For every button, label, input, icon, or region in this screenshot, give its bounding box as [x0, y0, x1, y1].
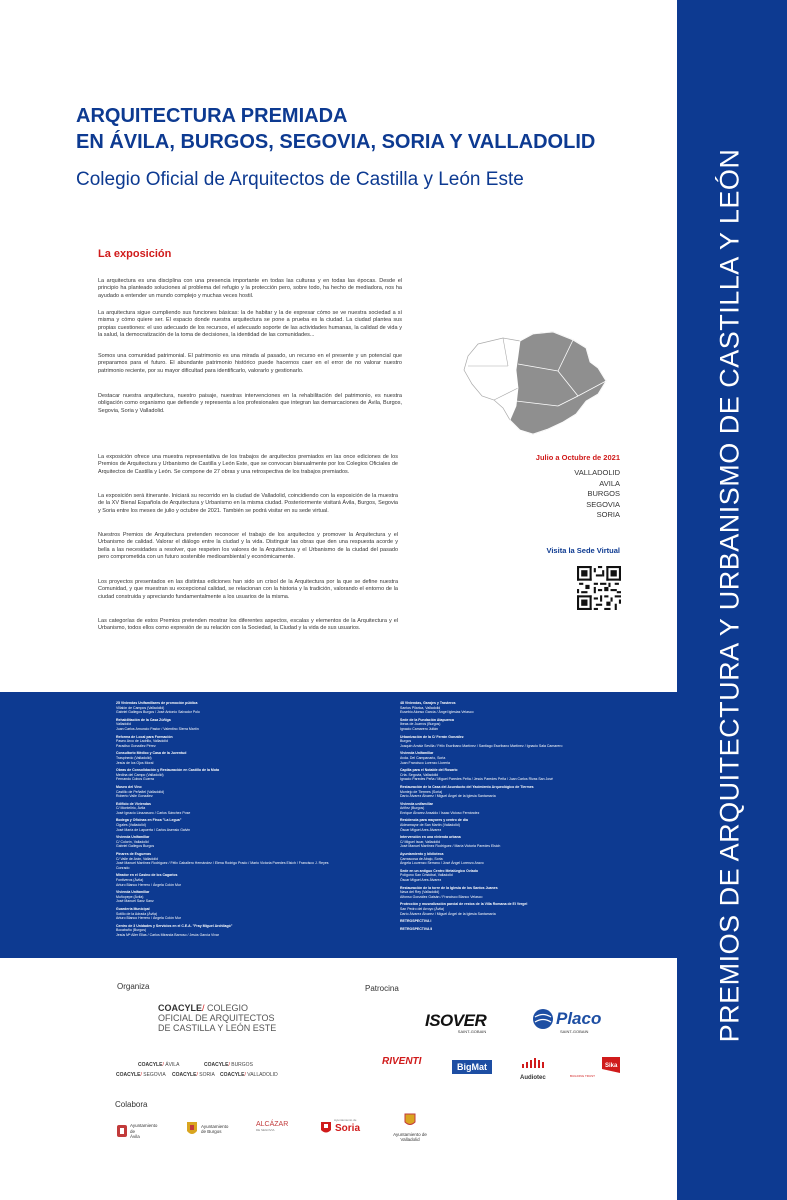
- sub-brand: COACYLE: [116, 1072, 141, 1078]
- coacyle-line-2: OFICIAL DE ARQUITECTOS: [158, 1013, 275, 1023]
- work-item: [116, 802, 336, 816]
- body-paragraph-3: Nuestros Premios de Arquitectura pretenden reconocer el trabajo de los arquitectos y promover la Arquitectura y el Urbanismo de calidad. Valorar el diálogo entre la ciudad y la vida. Distinguir las obras que den una respuesta acorde y bella a las necesidades a resolver, que respeten los valores de la Arquitectura y el Urbanismo de la ciudad del pasado pero comprometida con un futuro sostenible medioambiental y económicamente.: [98, 532, 398, 560]
- work-authors: Jesús Mª Aller Ellas / Carlos Miranda Barroso / Jesús García Vivar: [116, 932, 219, 937]
- sika-logo: [570, 1055, 622, 1078]
- work-item: [116, 907, 336, 921]
- alcazar-word: ALCÁZAR: [256, 1121, 289, 1128]
- work-title: Restauración de la torre de la Iglesia de los Santos Juanes: [400, 885, 498, 890]
- work-place: Burgos: [400, 739, 412, 744]
- sub-place: BURGOS: [231, 1062, 253, 1068]
- audiotec-word: Audiotec: [520, 1075, 546, 1081]
- sika-sub: BUILDING TRUST: [570, 1074, 595, 1078]
- section-heading: La exposición: [98, 248, 172, 260]
- audiotec-bars-icon: [520, 1058, 550, 1068]
- subtitle: Colegio Oficial de Arquitectos de Castilla y León Este: [76, 169, 524, 190]
- work-authors: Juan Carlos Arnuncio Pastor / Valentino Sierra Martín: [116, 726, 199, 731]
- work-authors: Darío Álvarez Álvarez / Miguel Ángel de la Iglesia Santamaría: [400, 794, 496, 799]
- work-authors: Ignacio Camarero Julián: [400, 726, 438, 731]
- work-place: C/ Montelirio, Ávila: [116, 806, 146, 811]
- intro-paragraph-1: La arquitectura es una disciplina con una presencia importante en todas las culturas y en todas las épocas. Desde el principio ha planteado soluciones al problema del refugio y la protección pero, sobre todo, ha hecho de mediadora, nos ha ayudado a entender un mundo complejo y muchas veces hostil.: [98, 278, 402, 299]
- coacyle-logo: [158, 1003, 276, 1033]
- city-burgos: BURGOS: [587, 489, 620, 498]
- work-item: [400, 919, 620, 924]
- city-segovia: SEGOVIA: [586, 499, 620, 509]
- main-title: [76, 103, 595, 155]
- intro-paragraph-3: Somos una comunidad patrimonial. El patrimonio es una mirada al pasado, un recurso en el presente y un potencial que preparamos para el futuro. El abundante patrimonio histórico puede hacernos caer en el error de no valorar nuestro patrimonio reciente, por su mayor dificultad para identificarlo, valorarlo y gestionarlo.: [98, 353, 402, 374]
- work-authors: Paradiso González Pérez: [116, 743, 156, 748]
- work-item: [400, 902, 620, 916]
- work-item: [116, 735, 336, 749]
- work-place: Carrascosa de Abajo, Soria: [400, 856, 443, 861]
- work-title: RETROSPECTIVA II: [400, 926, 433, 931]
- castilla-leon-map: [458, 326, 618, 446]
- work-item: [400, 869, 620, 883]
- work-title: Vivienda unifamiliar: [400, 801, 434, 806]
- work-place: C/ Miguel Iscar, Valladolid: [400, 839, 441, 844]
- work-title: Sede en un antiguo Centro Metalúrgico Ovlado: [400, 868, 478, 873]
- work-title: Restauración de la Casa del Acueducto del Yacimiento Arqueológico de Tiermes: [400, 784, 534, 789]
- placo-word: Placo: [556, 1009, 602, 1028]
- work-place: Polígono San Cristóbal, Valladolid: [400, 873, 453, 878]
- burgos-line-1: Ayuntamiento: [201, 1123, 229, 1129]
- burgos-crest-icon: [186, 1121, 198, 1137]
- work-title: Vivienda Unifamiliar: [400, 751, 434, 756]
- work-place: C/ Valle de Arán, Valladolid: [116, 856, 158, 861]
- work-place: Villalón de Campos (Valladolid): [116, 705, 165, 710]
- work-title: Vivienda Unifamiliar: [116, 890, 150, 895]
- slash-mark: /: [202, 1003, 205, 1013]
- work-item: [116, 890, 336, 904]
- coacyle-avila-logo: COACYLE/ ÁVILA: [138, 1062, 180, 1068]
- work-place: San Pedro del Arroyo (Ávila): [400, 906, 445, 911]
- sub-place: SEGOVIA: [143, 1072, 166, 1078]
- work-authors: Jesús de los Ojos Moral: [116, 760, 154, 765]
- sub-brand: COACYLE: [220, 1072, 245, 1078]
- coacyle-line-3: DE CASTILLA Y LEÓN ESTE: [158, 1023, 277, 1033]
- city-avila: AVILA: [599, 478, 620, 488]
- work-authors: José María de Lapuerta / Carlos Asensio Galvin: [116, 827, 191, 832]
- avila-line-1: Ayuntamiento: [130, 1123, 158, 1128]
- work-item: [116, 852, 336, 870]
- work-title: Centro de 3 Unidades y Servicios en el C.E.A. "Fray Miguel Archilagó": [116, 923, 233, 928]
- work-authors: Arturo Blanco Herrero / Ángela Colón Mur: [116, 916, 181, 921]
- work-item: [116, 768, 336, 782]
- work-item: [400, 785, 620, 799]
- qr-code[interactable]: [577, 566, 621, 610]
- coacyle-valladolid-logo: COACYLE/ VALLADOLID: [220, 1072, 278, 1078]
- work-authors: Enrique Álvarez Ansaldo / Isaac Vicioso Fernández: [400, 810, 480, 815]
- work-place: Ariñez (Burgos): [400, 806, 425, 811]
- work-authors: Óscar Miguel Ares Álvarez: [400, 878, 442, 882]
- work-item: [400, 735, 620, 749]
- globe-icon: [532, 1008, 554, 1030]
- work-item: [116, 873, 336, 887]
- work-title: RETROSPECTIVA I: [400, 919, 432, 924]
- work-item: [400, 886, 620, 900]
- work-item: [116, 701, 336, 715]
- work-authors: Roberto Valle González: [116, 794, 153, 799]
- avila-crest-icon: [117, 1125, 127, 1137]
- soria-word: Soria: [335, 1122, 361, 1134]
- work-item: [116, 818, 336, 832]
- work-title: Residencia para mayores y centro de día: [400, 818, 468, 823]
- work-item: [400, 927, 620, 932]
- coacyle-burgos-logo: COACYLE/ BURGOS: [204, 1062, 253, 1068]
- work-authors: Óscar Miguel Ares Álvarez: [400, 827, 442, 832]
- work-title: 25 Viviendas Unifamiliares de promoción pública: [116, 701, 198, 705]
- work-title: Protección y musealización parcial de restos de la Villa Romana de El Vergel: [400, 902, 528, 907]
- work-title: Pinares de Esguevas: [116, 852, 152, 857]
- work-title: Urbanización de la C/ Ferrán González: [400, 734, 464, 739]
- body-paragraph-5: Las categorías de estos Premios pretenden mostrar los diferentes aspectos, escalas y elementos de la Arquitectura y el Urbanismo, todos ellos como expresión de su relación con la Sociedad, la Ciudad y la vida de sus usuarios.: [98, 618, 398, 632]
- work-authors: Ignacio Paredes Peña / Miguel Paredes Peña / Jesús Paredes Peña / Juan Carlos Rivas San José: [400, 777, 553, 782]
- work-authors: José Manuel Martínez Rodríguez / Félix Caballero Hernández / Elena Rodrigo Prado / Mario Victoria Paredes Elsich / Francisco J. Reyes Conrado: [116, 861, 329, 870]
- work-title: Sede de la Fundación Atapuerca: [400, 717, 454, 722]
- work-place: Fontiveros (Ávila): [116, 878, 144, 882]
- avila-line-2: de: [130, 1128, 136, 1134]
- work-place: Paseo Arco de Ladrillo, Valladolid: [116, 739, 168, 744]
- audiotec-logo: [520, 1055, 550, 1081]
- work-title: Vivienda Unifamiliar: [116, 835, 150, 840]
- work-item: [400, 852, 620, 866]
- works-list-left: [116, 701, 336, 941]
- work-item: [116, 924, 336, 938]
- isover-logo: [425, 1011, 486, 1034]
- work-item: [400, 718, 620, 732]
- body-paragraph-2: La exposición será itinerante. Iniciará su recorrido en la ciudad de Valladolid, coincidiendo con la exposición de la muestra de la XV Bienal Española de Arquitectura y Urbanismo en la misma ciudad. Posteriormente visitará Ávila, Burgos, Segovia y Soria entre los meses de julio y octubre de 2021. También se podrá visitar en su sede virtual.: [98, 493, 398, 514]
- work-place: Bocabaño (Burgos): [116, 928, 147, 933]
- ayto-valladolid-logo: [390, 1113, 430, 1142]
- work-title: Mirador en el Casino de los Cagarios: [116, 873, 178, 878]
- work-authors: Gabriel Gallegos Burgos / José Antonio Salvador Polo: [116, 710, 200, 715]
- work-title: Rehabilitación de la Casa Zúñiga: [116, 717, 171, 722]
- valladolid-line-1: Ayuntamiento de: [393, 1132, 427, 1137]
- work-item: [116, 785, 336, 799]
- work-authors: Juan Francisco Lorenzo Lloreria: [400, 760, 450, 765]
- work-place: Castillo de Peñafiel (Valladolid): [116, 789, 165, 794]
- placo-logo: [532, 1008, 602, 1035]
- alcazar-sub: DE SEGOVIA: [256, 1128, 275, 1132]
- avila-line-3: Ávila: [130, 1134, 140, 1139]
- work-authors: José Manuel Martínez Rodríguez / María Victoria Paredes Elsich: [400, 844, 501, 849]
- sub-place: VALLADOLID: [247, 1072, 278, 1078]
- work-place: Nava del Rey (Valladolid): [400, 890, 440, 895]
- soria-sub: Ayuntamiento de: [334, 1118, 357, 1122]
- work-title: Consultorio Médico y Casa de la Juventud: [116, 751, 187, 756]
- work-authors: Joaquín Arnáiz Sevilla / Félix Escribano Martínez / Santiago Escribano Martínez / Ignacio Sala Camarero: [400, 743, 563, 748]
- coacyle-brand: COACYLE: [158, 1003, 203, 1013]
- sub-brand: COACYLE: [204, 1062, 229, 1068]
- coacyle-soria-logo: COACYLE/ SORIA: [172, 1072, 215, 1078]
- body-paragraph-1: La exposición ofrece una muestra representativa de los trabajos de arquitectos premiados en las once ediciones de los Premios de Arquitectura y Urbanismo de Castilla y León Este, que se convocan bianualmente por los Colegios Oficiales de Arquitectos de Castilla y León. Se compone de 27 obras y una retrospectiva de los trabajos premiados.: [98, 454, 398, 475]
- ayto-burgos-logo: [186, 1121, 228, 1137]
- work-place: Avda. Del Campanario, Soria: [400, 755, 446, 760]
- intro-paragraph-2: La arquitectura sigue cumpliendo sus funciones básicas: la de habitar y la de expresar cómo se ve nuestra sociedad a sí misma y cómo quiere ser. El espacio donde nuestra arquitectura se pone a prueba es la ciudad. La ciudad plantea sus propias cuestiones: el uso adecuado de los recursos, el adecuado soporte de las actividades humanas, la calidad de vida y la salud, la democratización de la toma de decisiones, la identidad de las comunidades...: [98, 310, 402, 338]
- placo-sub: SAINT-GOBAIN: [560, 1029, 589, 1034]
- work-authors: Ángela Lourenzo Serrano / José Ángel Lorenzo Aravo: [400, 861, 484, 866]
- work-title: Intervención en una vivienda urbana: [400, 835, 461, 840]
- work-title: Guardería Municipal: [116, 906, 150, 911]
- work-authors: Arturo Blanco Herrero / Ángela Colón Mur: [116, 882, 181, 887]
- alcazar-logo: [256, 1121, 288, 1132]
- schedule: [480, 453, 620, 521]
- work-place: Muñopepe (Ávila): [116, 894, 144, 899]
- sika-word: Sika: [605, 1063, 618, 1069]
- valladolid-line-2: Valladolid: [400, 1137, 420, 1142]
- virtual-visit-link[interactable]: Visita la Sede Virtual: [546, 546, 620, 555]
- work-place: Ibeas de Juarros (Burgos): [400, 722, 441, 727]
- sika-icon: [600, 1055, 622, 1075]
- work-place: C/ Colorín, Valladolid: [116, 839, 149, 844]
- work-item: [116, 751, 336, 765]
- work-authors: Fernando Cobos Guerra: [116, 777, 154, 782]
- soria-crest-icon: [320, 1121, 332, 1135]
- work-place: Sotillo de la Adrada (Ávila): [116, 911, 158, 916]
- bigmat-logo: BigMat: [452, 1060, 492, 1074]
- ayto-soria-logo: [320, 1118, 361, 1135]
- work-title: Capilla para el Notable del Rosario: [400, 768, 458, 773]
- work-authors: Gabriel Gallegos Burgos: [116, 844, 155, 849]
- city-soria: SORIA: [596, 510, 620, 519]
- work-authors: José Manuel Sanz Sanz: [116, 899, 154, 904]
- work-item: [400, 818, 620, 832]
- valladolid-crest-icon: [404, 1113, 416, 1127]
- vertical-title-wrap: [690, 85, 770, 1105]
- work-place: Montejo de Tiermes (Soria): [400, 789, 443, 794]
- work-item: [400, 802, 620, 816]
- work-title: Edificio de Viviendas: [116, 801, 151, 806]
- burgos-line-2: de Burgos: [201, 1129, 222, 1134]
- riventi-logo: RIVENTI: [382, 1056, 422, 1067]
- work-place: Santos Pilarica, Valladolid: [400, 705, 441, 710]
- work-place: Crta. Segovia, Valladolid: [400, 772, 439, 777]
- patrocina-label: Patrocina: [365, 984, 399, 993]
- work-title: Reforma de Local para Formación: [116, 734, 173, 739]
- main-title-line-1: ARQUITECTURA PREMIADA: [76, 105, 348, 127]
- city-valladolid: VALLADOLID: [574, 468, 620, 477]
- work-title: 48 Viviendas, Garajes y Trasteros: [400, 701, 456, 705]
- coacyle-segovia-logo: COACYLE/ SEGOVIA: [116, 1072, 166, 1078]
- work-item: [400, 768, 620, 782]
- work-place: Cigales (Valladolid): [116, 823, 146, 828]
- colabora-label: Colabora: [115, 1100, 148, 1109]
- work-item: [116, 835, 336, 849]
- work-authors: Alfonso González Gaisán / Francisco Blanco Velasco: [400, 894, 483, 899]
- work-place: Valladolid: [116, 722, 131, 727]
- vertical-title: PREMIOS DE ARQUITECTURA Y URBANISMO DE CASTILLA Y LEÓN: [714, 148, 745, 1042]
- sub-place: SORIA: [199, 1072, 215, 1078]
- sub-brand: COACYLE: [172, 1072, 197, 1078]
- work-item: [400, 701, 620, 715]
- work-authors: Eusebio Alonso García / Ángel Iglesias Velasco: [400, 710, 474, 715]
- work-place: Aldeamayor de San Martín (Valladolid): [400, 823, 460, 828]
- sub-brand: COACYLE: [138, 1062, 163, 1068]
- sub-place: ÁVILA: [165, 1062, 180, 1068]
- coacyle-line-1: COLEGIO: [207, 1003, 249, 1013]
- body-paragraph-4: Los proyectos presentados en las distintas ediciones han sido un crisol de la Arquitectura por la que se define nuestra Comunidad, y que muestran su excepcional calidad, se relacionan con la historia y la tradición, valorando el entorno de la ciudad construida y apreciando fundamentalmente a los usuarios de la misma.: [98, 579, 398, 600]
- work-title: Obras de Consolidación y Restauración en Castillo de la Mota: [116, 768, 220, 773]
- isover-word: ISOVER: [425, 1011, 487, 1030]
- organiza-label: Organiza: [117, 982, 150, 991]
- work-title: Ayuntamiento y biblioteca: [400, 852, 444, 857]
- work-item: [116, 718, 336, 732]
- intro-paragraph-4: Destacar nuestra arquitectura, nuestro paisaje, nuestras intervenciones en la rehabilitación del patrimonio, es nuestra obligación como organismo que defiende y representa a los profesionales que integran las demarcaciones de Ávila, Burgos, Segovia, Soria y Valladolid.: [98, 393, 402, 414]
- work-title: Bodega y Oficinas en Finca "La Legua": [116, 818, 182, 823]
- work-authors: Darío Álvarez Álvarez / Miguel Ángel de la Iglesia Santamaría: [400, 911, 496, 916]
- works-list-right: [400, 701, 620, 934]
- isover-sub: SAINT-GOBAIN: [457, 1029, 487, 1034]
- work-authors: José Ignacio Linazasoro / Carlos Sánchez Pose: [116, 810, 191, 815]
- main-title-line-2: EN ÁVILA, BURGOS, SEGOVIA, SORIA Y VALLADOLID: [76, 131, 596, 153]
- work-item: [400, 751, 620, 765]
- schedule-dates: Julio a Octubre de 2021: [535, 453, 620, 462]
- work-item: [400, 835, 620, 849]
- work-place: Traspinedo (Valladolid): [116, 755, 152, 760]
- work-place: Medina del Campo (Valladolid): [116, 772, 164, 777]
- work-title: Museo del Vino: [116, 784, 142, 789]
- ayto-avila-logo: [117, 1123, 157, 1140]
